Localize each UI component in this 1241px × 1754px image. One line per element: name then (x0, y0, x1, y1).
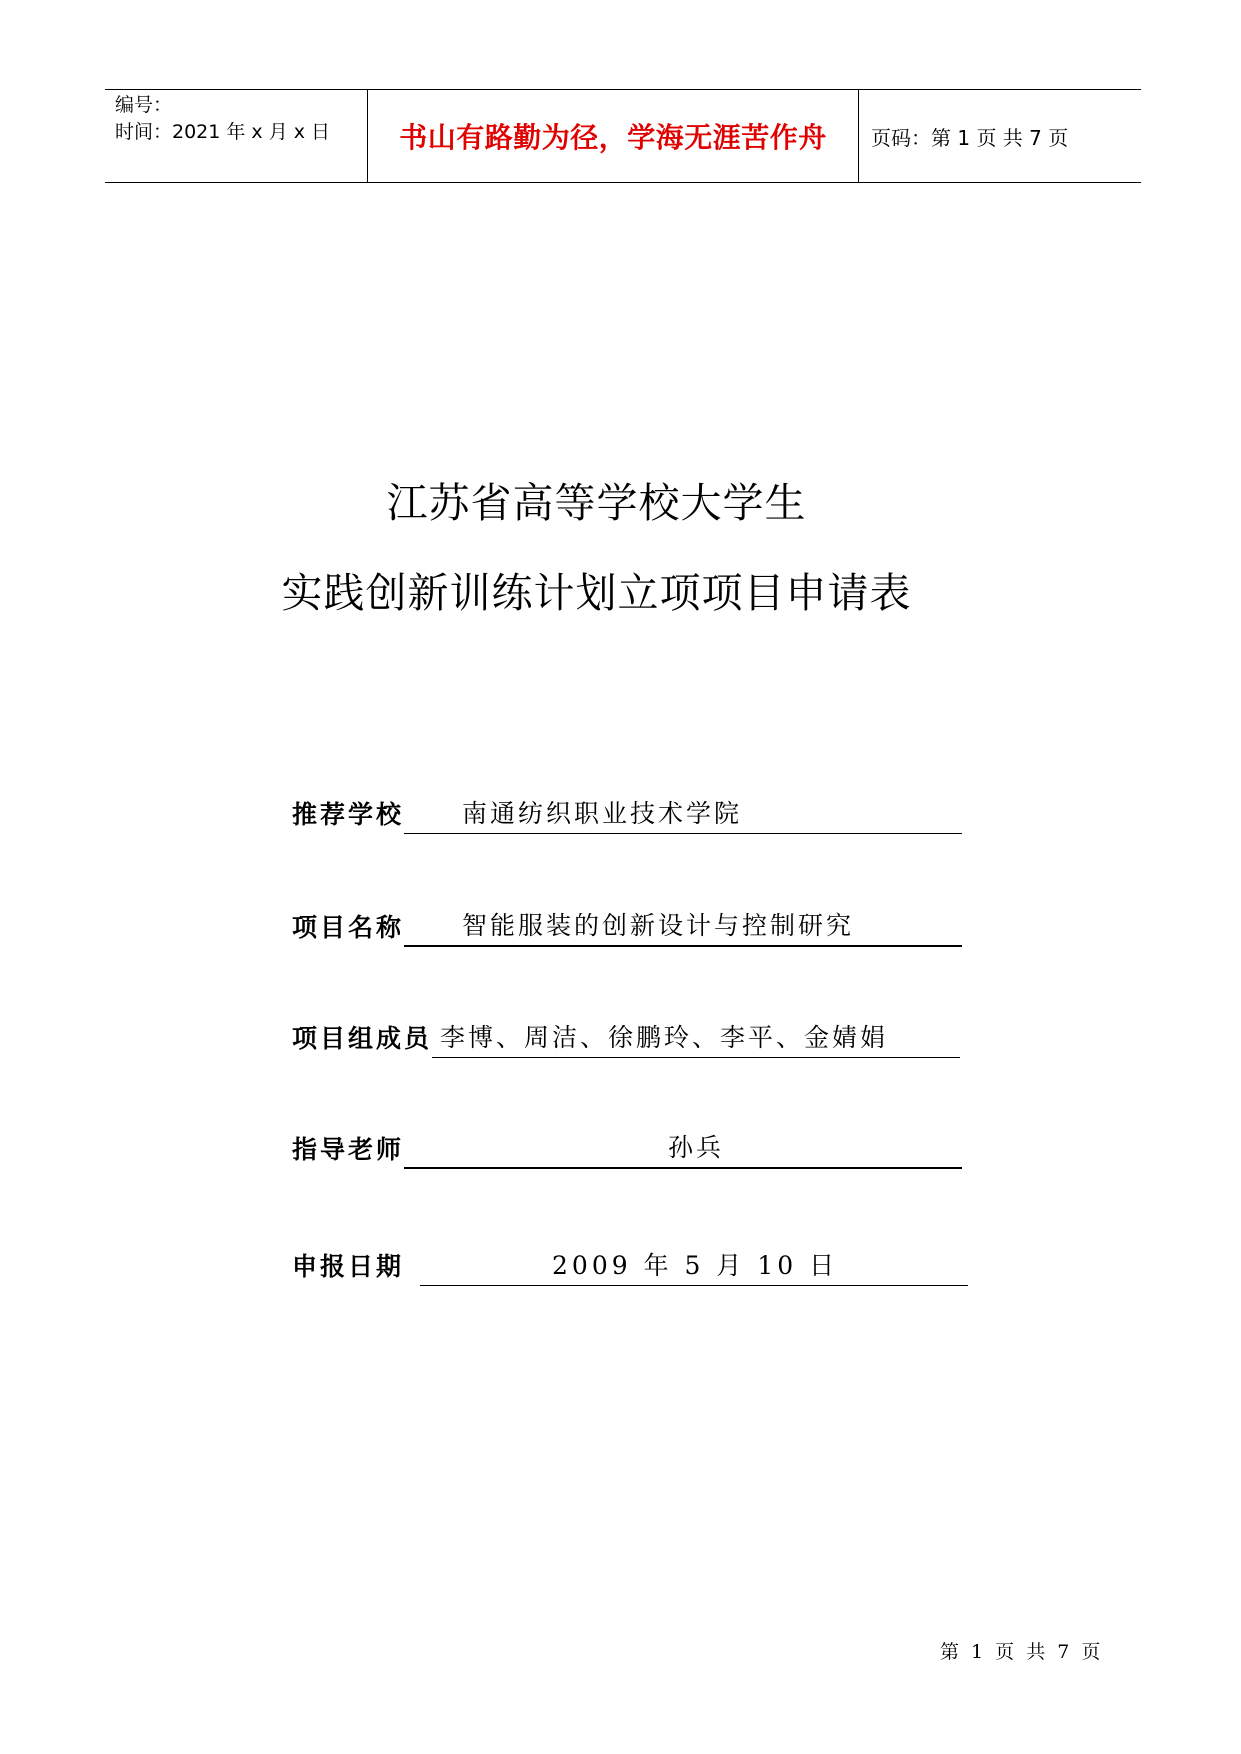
field-project-members (292, 1018, 960, 1058)
document-header (105, 89, 1141, 183)
document-time-label: 时间：2021 年 x 月 x 日 (115, 121, 331, 143)
footer-page-number: 第 1 页 共 7 页 (940, 1641, 1104, 1663)
field-recommending-school (292, 794, 962, 834)
field-value: 李博、周洁、徐鹏玲、李平、金婧娟 (432, 1018, 960, 1058)
field-label: 申报日期 (292, 1252, 405, 1281)
field-label: 项目名称 (292, 913, 405, 942)
header-meta-cell (105, 90, 368, 182)
field-advisor (292, 1129, 962, 1169)
field-value: 孙兵 (404, 1128, 962, 1169)
header-motto: 书山有路勤为径，学海无涯苦作舟 (368, 90, 859, 182)
field-application-date (292, 1246, 968, 1286)
field-value: 2009 年 5 月 10 日 (420, 1246, 968, 1286)
document-number-label: 编号： (115, 94, 173, 116)
document-title-line2: 实践创新训练计划立项项目申请表 (281, 569, 912, 617)
field-label: 推荐学校 (292, 800, 405, 829)
field-value: 智能服装的创新设计与控制研究 (404, 906, 962, 947)
field-label: 指导老师 (292, 1135, 405, 1164)
document-title-line1: 江苏省高等学校大学生 (386, 479, 807, 527)
field-project-name (292, 907, 962, 947)
header-page-number: 页码：第 1 页 共 7 页 (871, 125, 1069, 150)
field-label: 项目组成员 (292, 1024, 433, 1053)
field-value: 南通纺织职业技术学院 (404, 794, 962, 834)
